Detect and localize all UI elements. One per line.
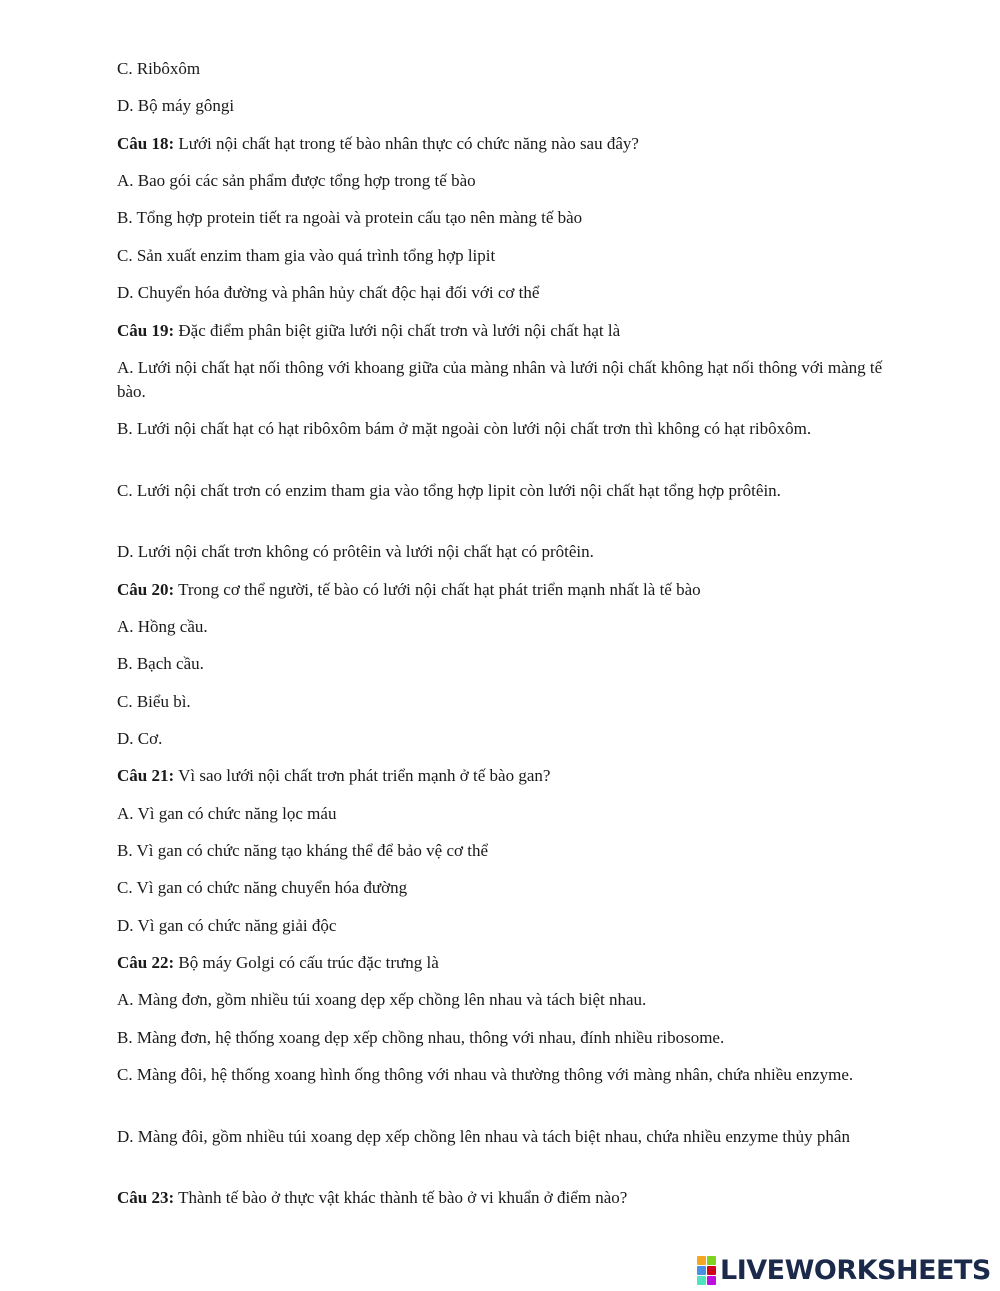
question-number: Câu 23: <box>117 1188 175 1207</box>
answer-option: C. Biểu bì. <box>117 692 191 711</box>
answer-option: B. Lưới nội chất hạt có hạt ribôxôm bám ở mặt ngoài còn lưới nội chất trơn thì không có hạt ribôxôm. <box>117 419 812 438</box>
logo-square <box>697 1266 706 1275</box>
question-number: Câu 21: <box>117 766 175 785</box>
answer-option: A. Lưới nội chất hạt nối thông với khoang giữa của màng nhân và lưới nội chất không hạt nối thông với màng tế bào. <box>117 358 883 401</box>
logo-square <box>697 1276 706 1285</box>
question-text <box>117 132 887 156</box>
answer-option: C. Sản xuất enzim tham gia vào quá trình tổng hợp lipit <box>117 246 496 265</box>
answer-option: B. Bạch cầu. <box>117 654 204 673</box>
question-number: Câu 19: <box>117 321 175 340</box>
liveworksheets-logo <box>697 1254 991 1286</box>
answer-option: A. Hồng cầu. <box>117 617 208 636</box>
answer-option: C. Vì gan có chức năng chuyển hóa đường <box>117 878 408 897</box>
question-number: Câu 22: <box>117 953 175 972</box>
question-body: Vì sao lưới nội chất trơn phát triển mạnh ở tế bào gan? <box>174 766 551 785</box>
question-body: Đặc điểm phân biệt giữa lưới nội chất trơn và lưới nội chất hạt là <box>174 321 621 340</box>
question-text <box>117 578 887 602</box>
question-number: Câu 20: <box>117 580 175 599</box>
liveworksheets-logo-icon <box>697 1256 716 1285</box>
answer-option: D. Chuyển hóa đường và phân hủy chất độc hại đối với cơ thể <box>117 283 540 302</box>
answer-option: D. Màng đôi, gồm nhiều túi xoang dẹp xếp chồng lên nhau và tách biệt nhau, chứa nhiều enzyme thủy phân <box>117 1127 850 1146</box>
answer-option: A. Bao gói các sản phẩm được tổng hợp trong tế bào <box>117 171 476 190</box>
answer-option: C. Ribôxôm <box>117 59 201 78</box>
question-body: Lưới nội chất hạt trong tế bào nhân thực có chức năng nào sau đây? <box>174 134 639 153</box>
answer-option: D. Cơ. <box>117 729 163 748</box>
answer-option: B. Tổng hợp protein tiết ra ngoài và protein cấu tạo nên màng tế bào <box>117 208 583 227</box>
logo-text: LIVEWORKSHEETS <box>720 1254 991 1286</box>
logo-square <box>707 1256 716 1265</box>
answer-option: B. Màng đơn, hệ thống xoang dẹp xếp chồng nhau, thông với nhau, đính nhiều ribosome. <box>117 1028 725 1047</box>
question-text <box>117 951 887 975</box>
answer-option: C. Màng đôi, hệ thống xoang hình ống thông với nhau và thường thông với màng nhân, chứa nhiều enzyme. <box>117 1065 854 1084</box>
answer-option: D. Lưới nội chất trơn không có prôtêin và lưới nội chất hạt có prôtêin. <box>117 542 594 561</box>
answer-option: A. Vì gan có chức năng lọc máu <box>117 804 337 823</box>
logo-square <box>707 1266 716 1275</box>
answer-option: D. Vì gan có chức năng giải độc <box>117 916 337 935</box>
question-body: Trong cơ thể người, tế bào có lưới nội chất hạt phát triển mạnh nhất là tế bào <box>174 580 701 599</box>
answer-option: D. Bộ máy gôngi <box>117 96 235 115</box>
question-text <box>117 319 887 343</box>
question-body: Bộ máy Golgi có cấu trúc đặc trưng là <box>174 953 439 972</box>
question-body: Thành tế bào ở thực vật khác thành tế bào ở vi khuẩn ở điểm nào? <box>174 1188 628 1207</box>
question-text <box>117 764 887 788</box>
question-text <box>117 1186 887 1210</box>
answer-option: C. Lưới nội chất trơn có enzim tham gia vào tổng hợp lipit còn lưới nội chất hạt tổng hợp prôtêin. <box>117 481 781 500</box>
answer-option: B. Vì gan có chức năng tạo kháng thể để bảo vệ cơ thể <box>117 841 488 860</box>
logo-square <box>697 1256 706 1265</box>
logo-square <box>707 1276 716 1285</box>
answer-option: A. Màng đơn, gồm nhiều túi xoang dẹp xếp chồng lên nhau và tách biệt nhau. <box>117 990 647 1009</box>
question-number: Câu 18: <box>117 134 175 153</box>
